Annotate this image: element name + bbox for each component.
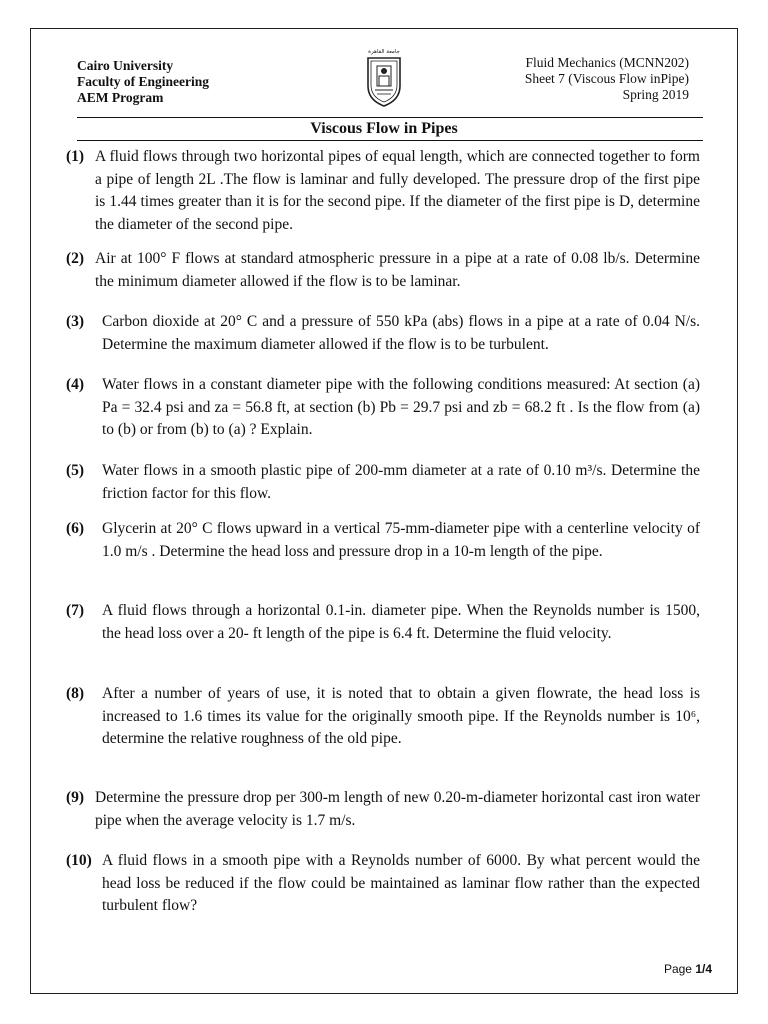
problem-3	[66, 311, 700, 356]
problem-number: (10)	[66, 852, 92, 869]
header-rule-top	[77, 117, 703, 118]
problem-6	[66, 518, 700, 563]
page-value: 1/4	[695, 962, 712, 976]
problem-text: A fluid flows in a smooth pipe with a Reynolds number of 6000. By what percent would the head loss be reduced if the flow could be maintained as laminar flow rather than the expected turbulent flow?	[102, 852, 700, 914]
problem-text: A fluid flows through a horizontal 0.1-in. diameter pipe. When the Reynolds number is 1500, the head loss over a 20- ft length of the pipe is 6.4 ft. Determine the fluid velocity.	[102, 602, 700, 642]
problem-text: Water flows in a constant diameter pipe with the following conditions measured: At section (a) Pa = 32.4 psi and za = 56.8 ft, at section (b) Pb = 29.7 psi and zb = 68.2 ft . Is the flow from (a) to (b) or from (b) to (a) ? Explain.	[102, 376, 700, 438]
problem-5	[66, 460, 700, 505]
seal-text: جامعة القاهرة	[368, 49, 400, 55]
course-code: Fluid Mechanics (MCNN202)	[525, 55, 689, 70]
problem-text: Carbon dioxide at 20° C and a pressure of 550 kPa (abs) flows in a pipe at a rate of 0.04 N/s. Determine the maximum diameter allowed if the flow is to be turbulent.	[102, 313, 700, 353]
problem-1	[66, 146, 700, 236]
program-name: AEM Program	[77, 90, 164, 105]
problem-text: Glycerin at 20° C flows upward in a vertical 75-mm-diameter pipe with a centerline velocity of 1.0 m/s . Determine the head loss and pressure drop in a 10-m length of the pipe.	[102, 520, 700, 560]
problem-number: (6)	[66, 520, 85, 537]
sheet-title: Sheet 7 (Viscous Flow inPipe)	[524, 71, 689, 86]
problem-number: (3)	[66, 313, 85, 330]
term: Spring 2019	[622, 87, 689, 102]
university-seal-icon	[362, 46, 406, 108]
problem-text: A fluid flows through two horizontal pipes of equal length, which are connected together to form a pipe of length 2L .The flow is laminar and fully developed. The pressure drop of the first pipe is 1.44 times greater than it is for the second pipe. If the diameter of the first pipe is D, determine the diameter of the second pipe.	[95, 148, 700, 233]
problem-number: (7)	[66, 602, 85, 619]
institution-block	[77, 58, 209, 106]
problem-4	[66, 374, 700, 442]
problem-text: Air at 100° F flows at standard atmospheric pressure in a pipe at a rate of 0.08 lb/s. Determine the minimum diameter allowed if the flow is to be laminar.	[95, 250, 700, 290]
page-label: Page	[663, 962, 692, 976]
problem-number: (4)	[66, 376, 85, 393]
problem-10	[66, 850, 700, 918]
course-block	[525, 55, 689, 103]
problem-number: (5)	[66, 462, 85, 479]
problem-number: (2)	[66, 250, 85, 267]
problem-number: (9)	[66, 789, 85, 806]
problem-number: (8)	[66, 685, 85, 702]
problem-text: After a number of years of use, it is noted that to obtain a given flowrate, the head loss is increased to 1.6 times its value for the originally smooth pipe. If the Reynolds number is 10⁶, determine the relative roughness of the old pipe.	[102, 685, 700, 747]
problem-number: (1)	[66, 148, 85, 165]
problem-text: Determine the pressure drop per 300-m length of new 0.20-m-diameter horizontal cast iron water pipe when the average velocity is 1.7 m/s.	[95, 789, 700, 829]
problem-8	[66, 683, 700, 751]
university-name: Cairo University	[77, 58, 174, 73]
page-number	[664, 962, 712, 976]
page-title: Viscous Flow in Pipes	[310, 120, 458, 137]
header-rule-bottom	[77, 140, 703, 141]
problem-text: Water flows in a smooth plastic pipe of 200-mm diameter at a rate of 0.10 m³/s. Determine the friction factor for this flow.	[102, 462, 700, 502]
problem-7	[66, 600, 700, 645]
faculty-name: Faculty of Engineering	[77, 74, 209, 89]
problem-9	[66, 787, 700, 832]
problem-2	[66, 248, 700, 293]
